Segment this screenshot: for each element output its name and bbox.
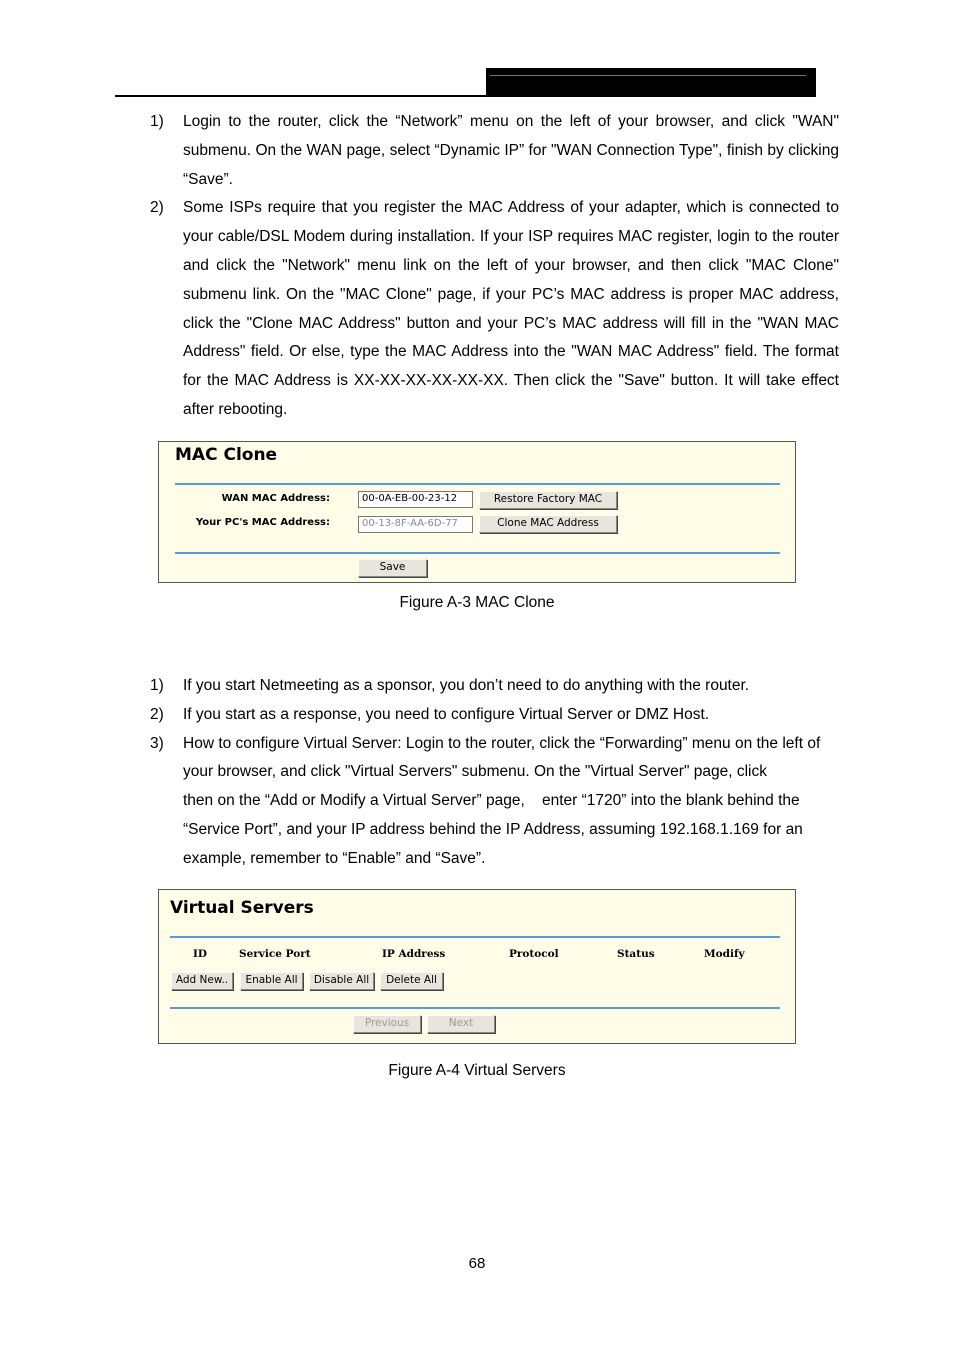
enable-all-button[interactable]: Enable All [240,972,303,990]
next-button[interactable]: Next [427,1015,495,1033]
list-number: 3) [150,734,164,752]
list-text: If you start as a response, you need to configure Virtual Server or DMZ Host. [183,705,710,723]
divider [175,552,780,554]
divider [170,1007,780,1009]
header-bar [486,68,816,97]
save-button[interactable]: Save [358,559,427,577]
figure-caption: Figure A-4 Virtual Servers [388,1062,566,1079]
mac-clone-panel [158,441,796,583]
list-item [150,672,839,701]
column-header-modify: Modify [704,948,745,960]
instruction-list-2 [150,672,839,874]
list-item [150,701,839,730]
instruction-list-1 [150,108,839,425]
column-header-ip-address: IP Address [382,948,446,960]
list-item [150,108,839,194]
list-number: 1) [150,677,164,694]
pc-mac-field[interactable]: 00-13-8F-AA-6D-77 [358,516,473,533]
panel-title: Virtual Servers [170,898,314,918]
list-text: How to configure Virtual Server: Login to the router, click the “Forwarding” menu on the left of your browser, and click "Virtual Servers" submenu. On the "Virtual Server" page, click then on the “Add or Modify a Virtual Server” page, enter “1720” into the blank behind the “Service Port”, and your IP address behind the IP Address, assuming 192.168.1.169 for an example, remember to “Enable” and “Save”. [183,734,841,867]
list-number: 2) [150,705,164,723]
list-text: Login to the router, click the “Network” menu on the left of your browser, and click "WAN" submenu. On the WAN page, select “Dynamic IP” for "WAN Connection Type", finish by clicking “Save”. [183,113,839,188]
virtual-servers-panel [158,889,796,1044]
wan-mac-field[interactable]: 00-0A-EB-00-23-12 [358,491,473,508]
list-number: 1) [150,113,164,130]
list-text: Some ISPs require that you register the MAC Address of your adapter, which is connected to your cable/DSL Modem during installation. If your ISP requires MAC register, login to the router and click the "Network" menu link on the left of your browser, and then click "MAC Clone" submenu link. On the "MAC Clone" page, if your PC’s MAC address is proper MAC address, click the "Clone MAC Address" button and your PC’s MAC address will fill in the "WAN MAC Address" field. Or else, type the MAC Address into the "WAN MAC Address" field. The format for the MAC Address is XX-XX-XX-XX-XX-XX. Then click the "Save" button. It will take effect after rebooting. [183,199,839,418]
list-text: If you start Netmeeting as a sponsor, you don’t need to do anything with the router. [183,677,750,694]
list-item [150,194,839,424]
pc-mac-label: Your PC's MAC Address: [195,517,330,528]
column-header-status: Status [617,948,655,960]
wan-mac-label: WAN MAC Address: [221,493,330,504]
list-item [150,730,839,874]
panel-title: MAC Clone [175,445,278,465]
delete-all-button[interactable]: Delete All [380,972,443,990]
column-header-id: ID [193,948,208,960]
divider [170,936,780,938]
column-header-protocol: Protocol [509,948,559,960]
disable-all-button[interactable]: Disable All [309,972,374,990]
clone-mac-button[interactable]: Clone MAC Address [479,515,617,533]
list-number: 2) [150,199,164,217]
restore-factory-mac-button[interactable]: Restore Factory MAC [479,491,617,509]
divider [175,483,780,485]
page-number: 68 [468,1255,486,1272]
column-header-service-port: Service Port [239,948,311,960]
figure-caption: Figure A-3 MAC Clone [399,594,555,611]
previous-button[interactable]: Previous [353,1015,421,1033]
add-new-button[interactable]: Add New.. [171,972,233,990]
header-rule [115,95,486,97]
